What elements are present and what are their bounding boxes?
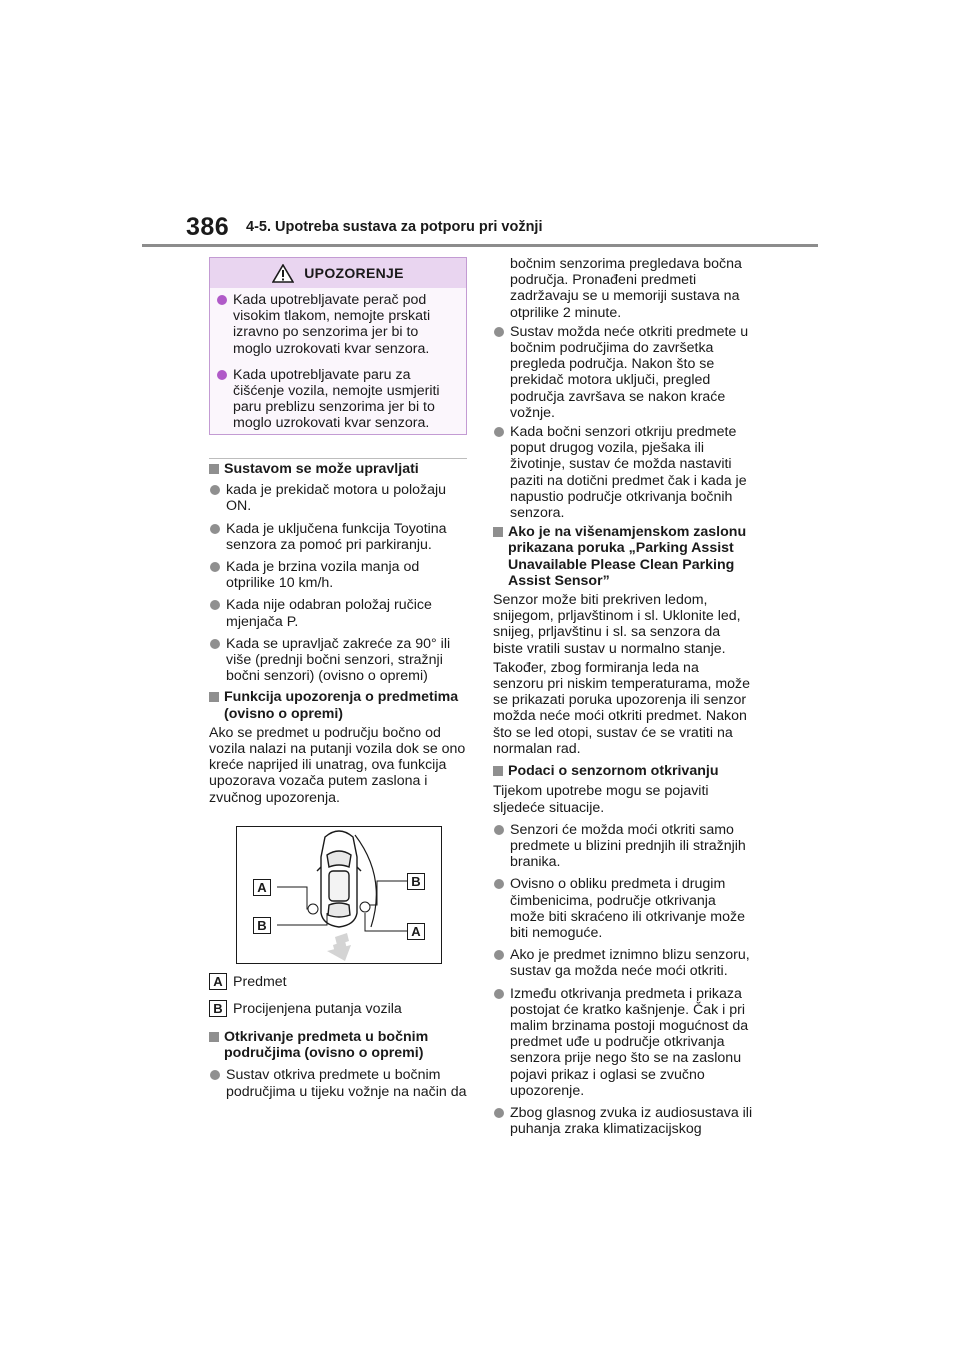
list-item: Senzori će možda moći otkriti samo predmete u blizini prednjih ili stražnjih branika. — [493, 822, 753, 871]
bullet-icon — [210, 1070, 220, 1080]
square-bullet-icon — [209, 1032, 219, 1042]
sensor-figure — [236, 826, 442, 964]
bullet-icon — [494, 989, 504, 999]
warn-func-text: Ako se predmet u području bočno od vozila nalazi na putanji vozila dok se ono kreće naprijed ili unatrag, ova funkcija upozorava vozača putem zaslona i zvučnog upozorenja. — [209, 724, 466, 806]
list-item: kada je prekidač motora u položaju ON. — [209, 482, 471, 514]
list-item: Ako je predmet iznimno blizu senzoru, sustav ga možda neće moći otkriti. — [493, 947, 753, 979]
warning-triangle-icon — [272, 264, 294, 283]
legend-text: Procijenjena putanja vozila — [233, 1000, 402, 1017]
bullet-icon — [210, 562, 220, 572]
warn-func-heading: Funkcija upozorenja o predmetima (ovisno o opremi) — [209, 689, 471, 721]
legend-key: A — [209, 973, 227, 990]
square-bullet-icon — [493, 527, 503, 537]
bullet-icon — [210, 524, 220, 534]
warning-title: UPOZORENJE — [304, 265, 404, 281]
page-number: 386 — [186, 213, 230, 241]
bullet-icon — [210, 600, 220, 610]
trajectory-arc — [355, 835, 376, 927]
car-icon — [317, 831, 361, 927]
square-bullet-icon — [209, 464, 219, 474]
bullet-icon — [494, 1108, 504, 1118]
warning-box — [209, 257, 467, 435]
data-text: Tijekom upotrebe mogu se pojaviti sljedeće situacije. — [493, 783, 709, 816]
sensor-icon — [360, 902, 370, 912]
figure-label-b: B — [253, 917, 271, 934]
list-item: Kada je brzina vozila manja od otprilike 10 km/h. — [209, 559, 471, 591]
data-heading: Podaci o senzornom otkrivanju — [493, 763, 753, 779]
list-item: Kada je uključena funkcija Toyotina senzora za pomoć pri parkiranju. — [209, 521, 471, 553]
message-heading: Ako je na višenamjenskom zaslonu prikazana poruka „Parking Assist Unavailable Please Clean Parking Assist Sensor” — [493, 524, 753, 589]
direction-arrow-icon — [327, 933, 351, 961]
bullet-icon — [217, 370, 227, 380]
figure-label-b: B — [407, 873, 425, 890]
list-item: Kada se upravljač zakreće za 90° ili više (prednji bočni senzori, stražnji bočni senzori) (ovisno o opremi) — [209, 636, 471, 685]
list-item: Kada nije odabran položaj ručice mjenjača P. — [209, 597, 471, 629]
section-separator — [209, 458, 467, 459]
list-item: Između otkrivanja predmeta i prikaza postojat će kratko kašnjenje. Čak i pri malim brzinama postoji mogućnost da predmet uđe u područje otkrivanja senzora prije nego što se na zaslonu pojavi prikaz i oglasi se zvučno upozorenje. — [493, 986, 753, 1099]
warning-item: Kada upotrebljavate paru za čišćenje vozila, nemojte usmjeriti paru preblizu senzorima jer bi to moglo uzrokovati kvar senzora. — [216, 367, 460, 432]
list-item: Ovisno o obliku predmeta i drugim čimbenicima, područje otkrivanja može biti skraćeno ili otkrivanje može biti nemoguće. — [493, 876, 753, 941]
left-column-bottom — [209, 1029, 471, 1100]
side-heading: Otkrivanje predmeta u bočnim područjima (ovisno o opremi) — [209, 1029, 471, 1061]
square-bullet-icon — [493, 766, 503, 776]
left-column — [209, 461, 471, 806]
bullet-icon — [210, 639, 220, 649]
figure-label-a: A — [253, 879, 271, 896]
sensor-icon — [308, 904, 318, 914]
operate-heading: Sustavom se može upravljati — [209, 461, 471, 477]
bullet-icon — [494, 427, 504, 437]
bullet-icon — [494, 879, 504, 889]
list-item: Zbog glasnog zvuka iz audiosustava ili puhanja zraka klimatizacijskog — [493, 1105, 753, 1137]
bullet-icon — [494, 327, 504, 337]
legend-text: Predmet — [233, 973, 287, 990]
legend-item — [209, 973, 287, 990]
section-title: 4-5. Upotreba sustava za potporu pri vožnji — [246, 219, 543, 235]
bullet-icon — [217, 295, 227, 305]
list-item: Sustav otkriva predmete u bočnim područjima u tijeku vožnje na način da — [209, 1067, 471, 1099]
square-bullet-icon — [209, 692, 219, 702]
list-item: Sustav možda neće otkriti predmete u bočnim područjima do završetka pregleda područja. Nakon što se prekidač motora uključi, pregled područja završava se nakon kraće vožnje. — [493, 324, 753, 421]
bullet-icon — [494, 825, 504, 835]
warning-item: Kada upotrebljavate perač pod visokim tlakom, nemojte prskati izravno po senzorima jer bi to moglo uzrokovati kvar senzora. — [216, 292, 460, 357]
message-text-1: Senzor može biti prekriven ledom, snijegom, prljavštinom i sl. Uklonite led, snijeg, prljavštinu i sl. sa senzora da biste vratili sustav u normalno stanje. — [493, 592, 741, 657]
continued-text: bočnim senzorima pregledava bočna područja. Pronađeni predmeti zadržavaju se u memoriji sustava na otprilike 2 minute. — [510, 256, 742, 321]
figure-label-a: A — [407, 923, 425, 940]
legend-item — [209, 1000, 402, 1017]
legend-key: B — [209, 1000, 227, 1017]
message-text-2: Također, zbog formiranja leda na senzoru pri niskim temperaturama, može se prikazati poruka upozorenja ili senzor možda neće moći otkriti predmet. Nakon što se led otopi, sustav će se vratiti na normalan rad. — [493, 659, 751, 757]
list-item: Kada bočni senzori otkriju predmete poput drugog vozila, pješaka ili životinje, sustav će možda nastaviti paziti na dotični predmet čak i kada je napustio područje otkrivanja bočnih senzora. — [493, 424, 753, 521]
bullet-icon — [494, 950, 504, 960]
bullet-icon — [210, 485, 220, 495]
warning-header — [210, 258, 466, 288]
header-rule — [142, 244, 818, 247]
right-column — [493, 256, 753, 1137]
